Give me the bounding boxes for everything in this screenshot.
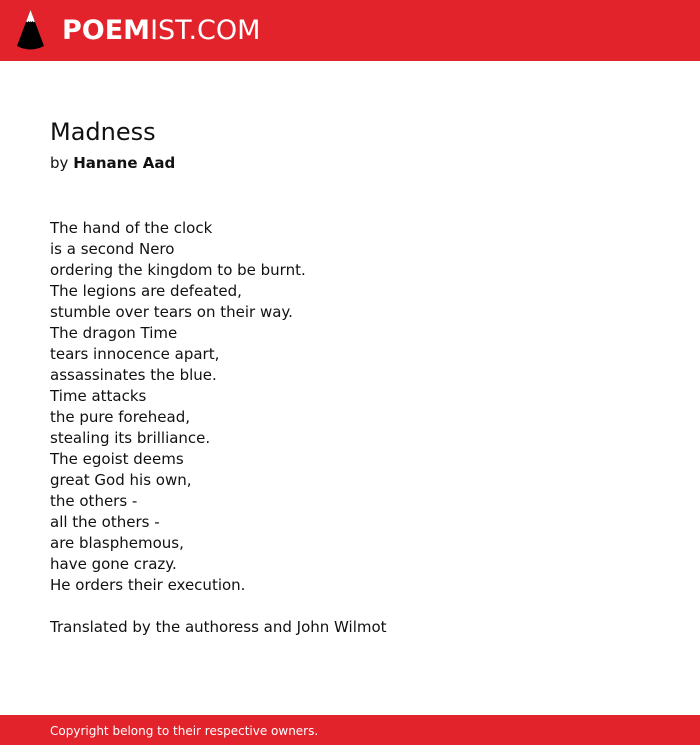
poem-line: is a second Nero <box>50 240 175 258</box>
poem-line: stumble over tears on their way. <box>50 303 293 321</box>
poem-line: The egoist deems <box>50 450 184 468</box>
copyright-text: Copyright belong to their respective owners. <box>50 724 319 738</box>
poem-line: tears innocence apart, <box>50 345 220 363</box>
poem-line: assassinates the blue. <box>50 366 217 384</box>
poem-line: The dragon Time <box>50 324 178 342</box>
poem-line: stealing its brilliance. <box>50 429 211 447</box>
poem-line: great God his own, <box>50 471 192 489</box>
site-logo-light: IST.COM <box>150 15 261 46</box>
site-logo-strong: POEM <box>62 15 151 46</box>
poem-line: the others - <box>50 492 138 510</box>
byline-prefix: by <box>50 154 69 172</box>
poem-line: all the others - <box>50 513 160 531</box>
site-header <box>0 0 700 61</box>
site-logo-text <box>62 10 260 52</box>
poem-header <box>50 113 650 175</box>
poem-byline <box>50 151 650 175</box>
poem-title: Madness <box>50 118 156 146</box>
poem-line: Time attacks <box>50 387 147 405</box>
pencil-logo-icon <box>17 10 44 52</box>
poem-line: The hand of the clock <box>50 219 213 237</box>
poem-line: The legions are defeated, <box>50 282 242 300</box>
poem-line: the pure forehead, <box>50 408 190 426</box>
poem-body <box>50 218 650 638</box>
poem-line: He orders their execution. <box>50 576 246 594</box>
site-footer <box>0 715 700 745</box>
poem-line: ordering the kingdom to be burnt. <box>50 261 306 279</box>
poem-line: are blasphemous, <box>50 534 184 552</box>
poem-line: have gone crazy. <box>50 555 177 573</box>
translation-note: Translated by the authoress and John Wilmot <box>50 618 387 636</box>
poem-author: Hanane Aad <box>73 154 176 172</box>
site-logo-link[interactable] <box>17 10 260 52</box>
